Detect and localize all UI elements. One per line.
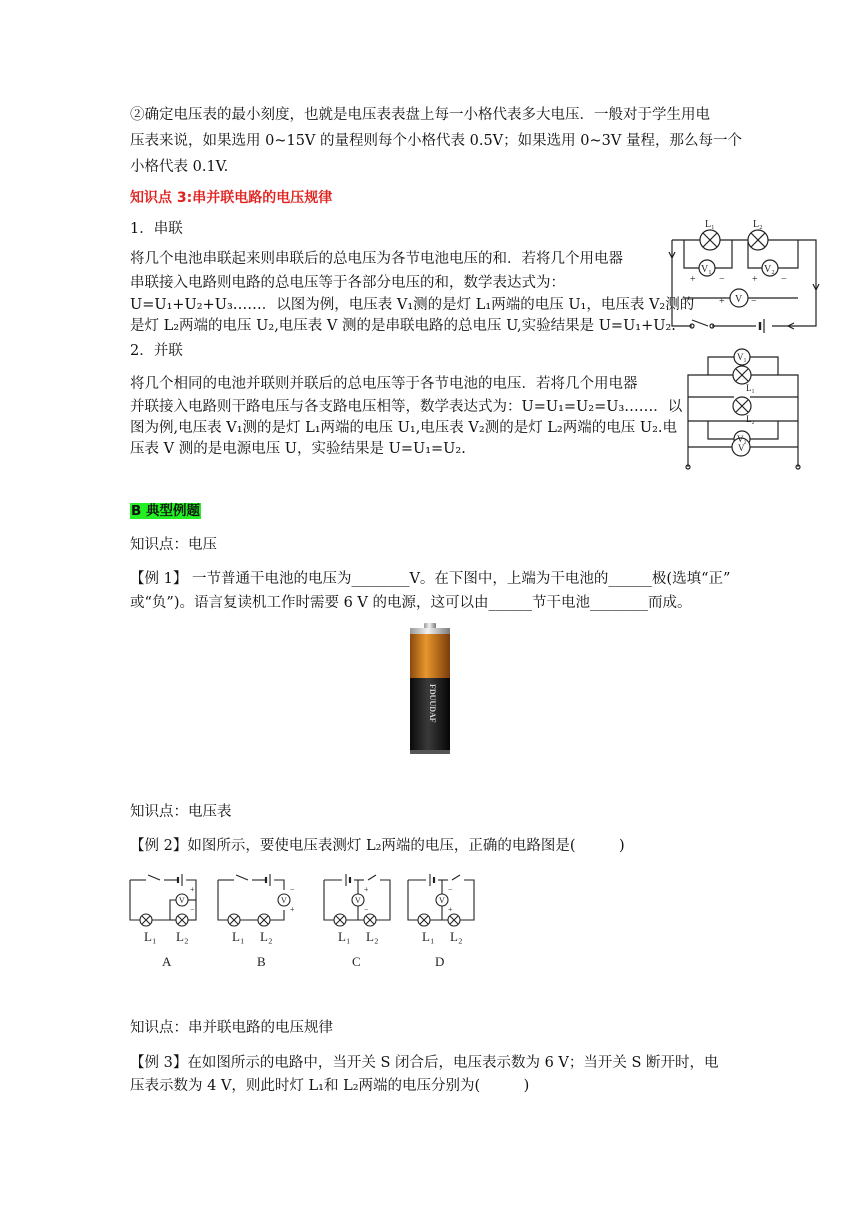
polarity-label: + <box>290 905 295 914</box>
lamp-label: L₁ <box>422 929 435 944</box>
paragraph-line: U=U₁+U₂+U₃……．以图为例，电压表 V₁测的是灯 L₁两端的电压 U₁，电压表 V₂测的 <box>130 297 695 313</box>
voltmeter-label: V <box>355 896 361 905</box>
paragraph-line: 串联接入电路则电路的总电压等于各部分电压的和，数学表达式为： <box>130 275 565 291</box>
lamp-label: L₁ <box>705 219 715 230</box>
knowledge-point-label: 知识点：串并联电路的电压规律 <box>130 1020 333 1036</box>
lamp-label: L₂ <box>746 414 755 424</box>
lamp-label: L₁ <box>746 383 755 393</box>
lamp-label: L₂ <box>366 929 379 944</box>
section-heading: 知识点 3:串并联电路的电压规律 <box>130 190 333 206</box>
voltmeter-label: V₂ <box>764 264 775 275</box>
polarity-label: + <box>719 296 725 307</box>
example-line: 压表示数为 4 V，则此时灯 L₁和 L₂两端的电压分别为( ) <box>130 1078 530 1094</box>
paragraph-line: 压表 V 测的是电源电压 U，实验结果是 U=U₁=U₂. <box>130 441 466 457</box>
aa-battery-image <box>405 622 455 756</box>
paragraph-line: 并联接入电路则干路电压与各支路电压相等，数学表达式为：U=U₁=U₂=U₃……．以 <box>130 399 683 415</box>
option-label: A <box>162 954 172 969</box>
option-label: C <box>352 954 361 969</box>
example-line: 或“负”)。语言复读机工作时需要 6 V 的电源，这可以由______节干电池________而成。 <box>130 595 692 611</box>
voltmeter-label: V <box>738 443 745 453</box>
series-circuit-diagram <box>664 218 824 338</box>
polarity-label: + <box>690 274 696 285</box>
polarity-label: − <box>190 905 195 914</box>
voltmeter-label: V <box>439 896 445 905</box>
knowledge-point-label: 知识点：电压 <box>130 537 217 553</box>
paragraph-line: 图为例,电压表 V₁测的是灯 L₁两端的电压 U₁,电压表 V₂测的是灯 L₂两端的电压 U₂.电 <box>130 420 677 436</box>
section-b-label: B 典型例题 <box>131 503 200 519</box>
circuit-options <box>126 866 486 970</box>
section-b-heading <box>130 498 201 524</box>
polarity-label: + <box>752 274 758 285</box>
polarity-label: + <box>364 885 369 894</box>
voltmeter-label: V <box>735 294 743 305</box>
lamp-label: L₂ <box>260 929 273 944</box>
parallel-circuit-diagram <box>680 345 810 473</box>
subsection-title: 2．并联 <box>130 343 183 359</box>
polarity-label: − <box>751 296 757 307</box>
knowledge-point-label: 知识点：电压表 <box>130 804 232 820</box>
voltmeter-label: V <box>179 896 185 905</box>
polarity-label: − <box>719 274 725 285</box>
polarity-label: − <box>290 885 295 894</box>
paragraph-line: 是灯 L₂两端的电压 U₂,电压表 V 测的是串联电路的总电压 U,实验结果是 U=U₁+U₂. <box>130 318 676 334</box>
paragraph-line: 压表来说，如果选用 0~15V 的量程则每个小格代表 0.5V；如果选用 0~3V 量程，那么每一个 <box>130 133 742 149</box>
paragraph-line: 小格代表 0.1V. <box>130 159 229 175</box>
voltmeter-label: V₂ <box>737 434 747 444</box>
voltmeter-label: V₁ <box>737 352 747 362</box>
polarity-label: − <box>364 905 369 914</box>
voltmeter-label: V <box>281 896 287 905</box>
polarity-label: + <box>448 905 453 914</box>
option-label: B <box>257 954 266 969</box>
example-line: 【例 1】 一节普通干电池的电压为________V。在下图中，上端为干电池的______极(选填“正” <box>130 571 731 587</box>
example-line: 【例 3】在如图所示的电路中，当开关 S 闭合后，电压表示数为 6 V；当开关 S 断开时，电 <box>130 1055 719 1071</box>
lamp-label: L₁ <box>232 929 245 944</box>
lamp-label: L₂ <box>176 929 189 944</box>
voltmeter-label: V₁ <box>701 264 712 275</box>
polarity-label: − <box>781 274 787 285</box>
lamp-label: L₂ <box>450 929 463 944</box>
paragraph-line: 将几个相同的电池并联则并联后的总电压等于各节电池的电压．若将几个用电器 <box>130 376 638 392</box>
paragraph-line: ②确定电压表的最小刻度，也就是电压表表盘上每一小格代表多大电压．一般对于学生用电 <box>130 107 710 123</box>
lamp-label: L₁ <box>144 929 157 944</box>
lamp-label: L₂ <box>753 219 763 230</box>
option-label: D <box>435 954 445 969</box>
polarity-label: − <box>448 885 453 894</box>
polarity-label: + <box>190 885 195 894</box>
battery-brand-text: FDUUDAF <box>428 684 437 723</box>
lamp-label: L₁ <box>338 929 351 944</box>
example-line: 【例 2】如图所示，要使电压表测灯 L₂两端的电压，正确的电路图是( ) <box>130 838 625 854</box>
paragraph-line: 将几个电池串联起来则串联后的总电压为各节电池电压的和．若将几个用电器 <box>130 251 623 267</box>
subsection-title: 1．串联 <box>130 221 183 237</box>
